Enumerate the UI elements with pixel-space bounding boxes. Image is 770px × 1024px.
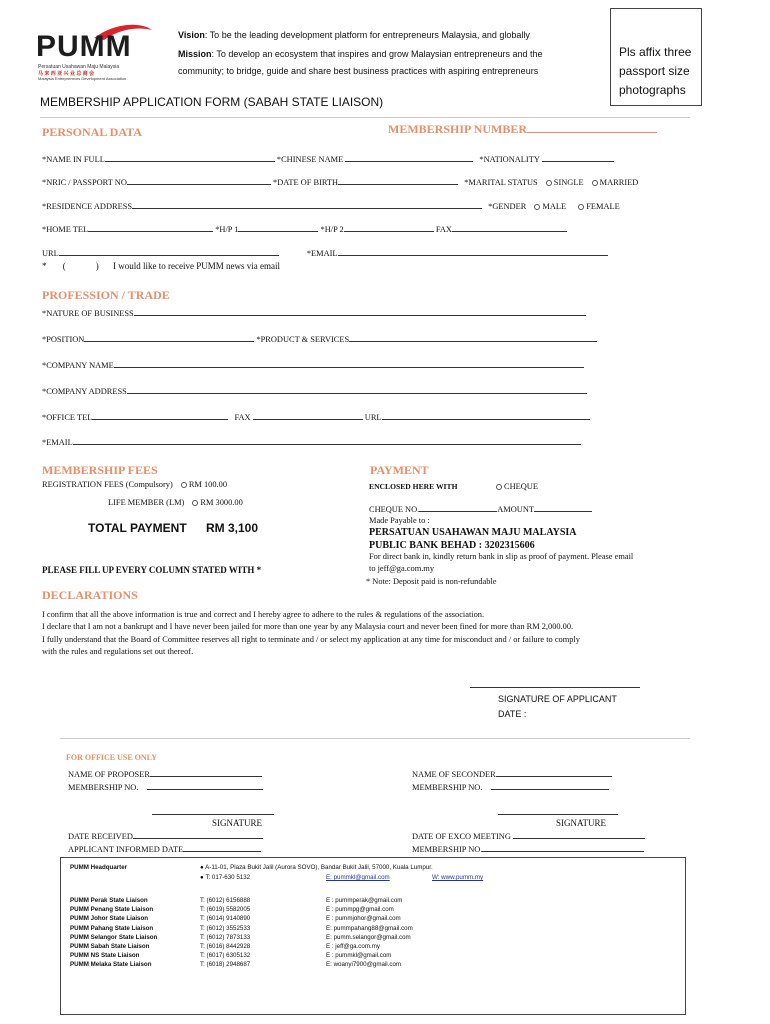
hp1-field[interactable]	[238, 224, 318, 232]
exco-field[interactable]	[513, 831, 645, 839]
applicant-date-label: DATE :	[498, 709, 527, 719]
nature-field[interactable]	[134, 308, 586, 316]
logo-text: PUMM	[36, 30, 132, 63]
row-life	[108, 498, 243, 507]
office-heading: FOR OFFICE USE ONLY	[66, 753, 158, 762]
deposit-note: * Note: Deposit paid is non-refundable	[366, 577, 497, 586]
liaison-tel: T: (6016) 8442928	[200, 943, 251, 950]
direct-bank-2: to jeff@ga.com.my	[369, 564, 435, 573]
row-date-received	[68, 831, 263, 841]
gender-label: *GENDER	[488, 202, 527, 211]
membership-number-field[interactable]	[527, 125, 657, 133]
hq-web[interactable]: W: www.pumm.my	[432, 874, 484, 881]
liaison-tel: T: (6012) 7873133	[200, 933, 251, 941]
bullet-icon: ●	[200, 874, 204, 881]
row-office-email	[42, 437, 581, 447]
form-title: MEMBERSHIP APPLICATION FORM (SABAH STATE LIAISON)	[40, 95, 384, 109]
chinese-name-label: *CHINESE NAME	[276, 155, 344, 164]
office-tel-field[interactable]	[92, 412, 228, 420]
signature-1-field[interactable]	[152, 807, 274, 815]
membership-no-3-field[interactable]	[482, 844, 644, 852]
office-fax-label: FAX	[234, 413, 251, 422]
mission-text-1: : To develop an ecosystem that inspires and grow Malaysian entrepreneurs and the	[211, 49, 543, 59]
date-received-field[interactable]	[133, 831, 263, 839]
liaison-email: E : pummjohor@gmail.com	[326, 915, 401, 923]
marital-label: *MARITAL STATUS	[464, 178, 538, 187]
product-label: *PRODUCT & SERVICES	[256, 335, 350, 344]
hq-address: ● A-11-01, Plaza Bukit Jalil (Aurora SOVO), Bandar Bukit Jalil, 57000, Kuala Lumpur.	[200, 864, 433, 871]
vision-text: : To be the leading development platform for entrepreneurs Malaysia, and globally	[204, 30, 530, 40]
hp2-field[interactable]	[344, 224, 434, 232]
office-url-label: URL	[364, 413, 382, 422]
membership-no-3-label: MEMBERSHIP NO.	[412, 845, 483, 854]
informed-label: APPLICANT INFORMED DATE	[68, 845, 184, 854]
liaison-email: E: pumm.selangor@gmail.com	[326, 933, 411, 941]
liaison-tel: T: (6018) 2948687	[200, 961, 251, 969]
office-fax-field[interactable]	[253, 412, 363, 420]
row-registration	[42, 480, 227, 489]
hp2-label: *H/P 2	[320, 225, 344, 234]
fax-label: FAX	[435, 225, 452, 234]
dob-label: *DATE OF BIRTH	[273, 178, 339, 187]
registration-amount: RM 100.00	[188, 480, 228, 489]
profession-heading: PROFESSION / TRADE	[42, 288, 170, 302]
row-url-email	[42, 248, 608, 258]
photo-box-text: Pls affix three passport size photographs	[619, 45, 692, 97]
company-name-label: *COMPANY NAME	[42, 361, 114, 370]
married-label: MARRIED	[599, 178, 639, 187]
life-radio[interactable]	[192, 500, 198, 506]
membership-no-2-field[interactable]	[491, 782, 609, 790]
female-label: FEMALE	[586, 202, 620, 211]
home-tel-field[interactable]	[88, 224, 213, 232]
row-name	[42, 154, 614, 164]
row-position	[42, 334, 597, 344]
home-tel-label: *HOME TEL	[42, 225, 89, 234]
signature-1-label: SIGNATURE	[212, 818, 263, 828]
row-informed	[68, 844, 261, 854]
declaration-line-4: with the rules and regulations set out thereof.	[42, 647, 194, 656]
liaison-name: PUMM Melaka State Liaison	[70, 961, 152, 969]
mission-text-2: community; to bridge, guide and share best business practices with aspiring entrepreneurs	[178, 66, 539, 76]
hp1-label: *H/P 1	[215, 225, 239, 234]
liaison-name: PUMM Selangor State Liaison	[70, 933, 158, 941]
cheque-label: CHEQUE	[504, 482, 538, 491]
enclosed-label: ENCLOSED HERE WITH	[369, 482, 458, 491]
female-radio[interactable]	[578, 204, 584, 210]
row-residence	[42, 201, 620, 211]
amount-field[interactable]	[534, 504, 592, 512]
proposer-label: NAME OF PROPOSER	[68, 770, 150, 779]
cheque-option	[490, 482, 538, 491]
logo-subtitle-3: Malaysia Entrepreneurs Development Association	[38, 76, 127, 81]
news-checkbox[interactable]: ( )	[62, 261, 99, 271]
row-office-tel	[42, 412, 590, 422]
membership-number-label: MEMBERSHIP NUMBER	[388, 122, 657, 137]
chinese-name-field[interactable]	[345, 154, 473, 162]
liaison-email: E : pummpg@gmail.com	[326, 906, 394, 914]
liaison-email: E : pummperak@gmail.com	[326, 897, 403, 904]
url-field[interactable]	[59, 248, 279, 256]
declaration-line-3: I fully understand that the Board of Committee reserves all right to terminate and / or select my application at any time for misconduct and / or failure to comply	[42, 635, 580, 644]
nric-field[interactable]	[127, 177, 271, 185]
vision-line	[178, 30, 530, 40]
cheque-no-label: CHEQUE NO.	[369, 505, 420, 514]
applicant-signature-field[interactable]	[470, 680, 640, 688]
logo-subtitle-2: 马 来 西 亚 兴 业 总 商 会	[38, 71, 95, 77]
proposer-field[interactable]	[150, 769, 262, 777]
liaison-name: PUMM Sabah State Liaison	[70, 943, 150, 950]
photo-box	[610, 8, 702, 106]
vision-label: Vision	[178, 30, 205, 40]
residence-label: *RESIDENCE ADDRESS	[42, 202, 133, 211]
total-value: RM 3,100	[206, 521, 259, 535]
title-divider	[40, 117, 690, 118]
row-company-address	[42, 386, 587, 396]
email-label: *EMAIL	[306, 249, 338, 258]
mission-label: Mission	[178, 49, 212, 59]
office-tel-label: *OFFICE TEL	[42, 413, 93, 422]
liaison-email: E : jeff@ga.com.my	[326, 943, 380, 950]
registration-label: REGISTRATION FEES (Compulsory)	[42, 480, 173, 489]
liaison-name: PUMM NS State Liaison	[70, 952, 140, 960]
news-text: I would like to receive PUMM news via email	[113, 261, 280, 271]
liaison-tel: T: (6019) 5582005	[200, 906, 251, 914]
news-star: *	[42, 261, 47, 271]
declaration-line-1: I confirm that all the above information is true and correct and I hereby agree to adhere to the rules & regulations of the association.	[42, 610, 485, 619]
nationality-field[interactable]	[542, 154, 614, 162]
row-proposer	[68, 769, 262, 779]
logo-subtitle-1: Persatuan Usahawan Maju Malaysia	[38, 64, 120, 70]
position-field[interactable]	[84, 334, 254, 342]
declaration-line-2: I declare that I am not a bankrupt and I have never been jailed for more than one year by any Malaysia court and never been fined for more than RM 2,000.00.	[42, 622, 574, 631]
row-news	[42, 261, 280, 271]
male-label: MALE	[542, 202, 567, 211]
membership-no-2-label: MEMBERSHIP NO.	[412, 783, 483, 792]
male-radio[interactable]	[534, 204, 540, 210]
product-field[interactable]	[349, 334, 597, 342]
email-field[interactable]	[338, 248, 608, 256]
single-radio[interactable]	[546, 180, 552, 186]
liaison-tel: T: (6014) 9140890	[200, 915, 251, 923]
bank-account: PUBLIC BANK BEHAD : 3202315606	[369, 540, 535, 551]
row-membership-no-3	[412, 844, 644, 854]
row-cheque-no	[369, 504, 592, 514]
membership-no-1-label: MEMBERSHIP NO.	[68, 783, 139, 792]
nationality-label: *NATIONALITY	[479, 155, 540, 164]
liaison-name: PUMM Penang State Liaison	[70, 906, 154, 914]
office-divider	[60, 738, 690, 739]
fees-heading: MEMBERSHIP FEES	[42, 463, 158, 477]
liaison-tel: T: (6012) 3552533	[200, 924, 251, 932]
single-label: SINGLE	[553, 178, 584, 187]
seconder-label: NAME OF SECONDER	[412, 770, 496, 779]
informed-field[interactable]	[183, 844, 261, 852]
declarations-heading: DECLARATIONS	[42, 588, 138, 602]
office-url-field[interactable]	[382, 412, 590, 420]
name-field[interactable]	[105, 154, 275, 162]
fax-field[interactable]	[452, 224, 567, 232]
name-label: *NAME IN FULL	[42, 155, 105, 164]
signature-2-label: SIGNATURE	[556, 818, 607, 828]
liaison-name: PUMM Pahang State Liaison	[70, 924, 154, 932]
row-company-name	[42, 360, 584, 370]
nric-label: *NRIC / PASSPORT NO	[42, 178, 127, 187]
company-address-field[interactable]	[127, 386, 587, 394]
hq-email[interactable]: E: pummkl@gmail.com	[326, 874, 390, 881]
personal-data-heading: PERSONAL DATA	[42, 125, 142, 139]
payment-heading: PAYMENT	[370, 463, 429, 477]
membership-no-1-field[interactable]	[147, 782, 263, 790]
fill-notice: PLEASE FILL UP EVERY COLUMN STATED WITH *	[42, 565, 262, 575]
row-nric	[42, 177, 638, 187]
nature-label: *NATURE OF BUSINESS	[42, 309, 134, 318]
signature-2-field[interactable]	[498, 807, 618, 815]
hq-tel: ● T: 017-630 5132	[200, 874, 251, 881]
liaison-tel: T: (6017) 6305132	[200, 952, 251, 960]
row-seconder	[412, 769, 612, 779]
pumm-logo	[36, 16, 156, 82]
liaison-name: PUMM Johor State Liaison	[70, 915, 149, 923]
row-membership-no-1	[68, 782, 263, 792]
liaison-email: E : pummkl@gmail.com	[326, 952, 392, 960]
row-exco	[412, 831, 645, 841]
payable-label: Made Payable to :	[369, 516, 430, 525]
mission-line	[178, 49, 543, 59]
liaison-tel: T: (6012) 6156888	[200, 897, 251, 904]
row-membership-no-2	[412, 782, 609, 792]
life-amount: RM 3000.00	[200, 498, 243, 507]
dob-field[interactable]	[338, 177, 458, 185]
cheque-no-field[interactable]	[419, 504, 497, 512]
company-address-label: *COMPANY ADDRESS	[42, 387, 127, 396]
cheque-radio[interactable]	[496, 484, 502, 490]
office-email-field[interactable]	[73, 437, 581, 445]
residence-field[interactable]	[132, 201, 482, 209]
amount-label: AMOUNT	[497, 505, 535, 514]
office-email-label: *EMAIL	[42, 438, 73, 447]
exco-label: DATE OF EXCO MEETING	[412, 832, 511, 841]
seconder-field[interactable]	[496, 769, 612, 777]
registration-radio[interactable]	[181, 482, 187, 488]
payee-name: PERSATUAN USAHAWAN MAJU MALAYSIA	[369, 527, 577, 538]
hq-label: PUMM Headquarter	[70, 864, 128, 871]
bullet-icon: ●	[200, 864, 204, 871]
married-radio[interactable]	[592, 180, 598, 186]
life-label: LIFE MEMBER (LM)	[108, 498, 185, 507]
row-phones	[42, 224, 567, 234]
liaison-name: PUMM Perak State Liaison	[70, 897, 148, 904]
total-label: TOTAL PAYMENT	[88, 521, 187, 535]
row-nature	[42, 308, 586, 318]
applicant-signature-label: SIGNATURE OF APPLICANT	[498, 694, 617, 704]
liaison-email: E: woanyi7900@gmail.com	[326, 961, 402, 969]
company-name-field[interactable]	[114, 360, 584, 368]
date-received-label: DATE RECEIVED	[68, 832, 133, 841]
direct-bank-1: For direct bank in, kindly return bank in slip as proof of payment. Please email	[369, 552, 634, 561]
liaison-email: E: pummpahang88@gmail.com	[326, 924, 413, 932]
url-label: URL	[42, 249, 59, 258]
position-label: *POSITION	[42, 335, 85, 344]
